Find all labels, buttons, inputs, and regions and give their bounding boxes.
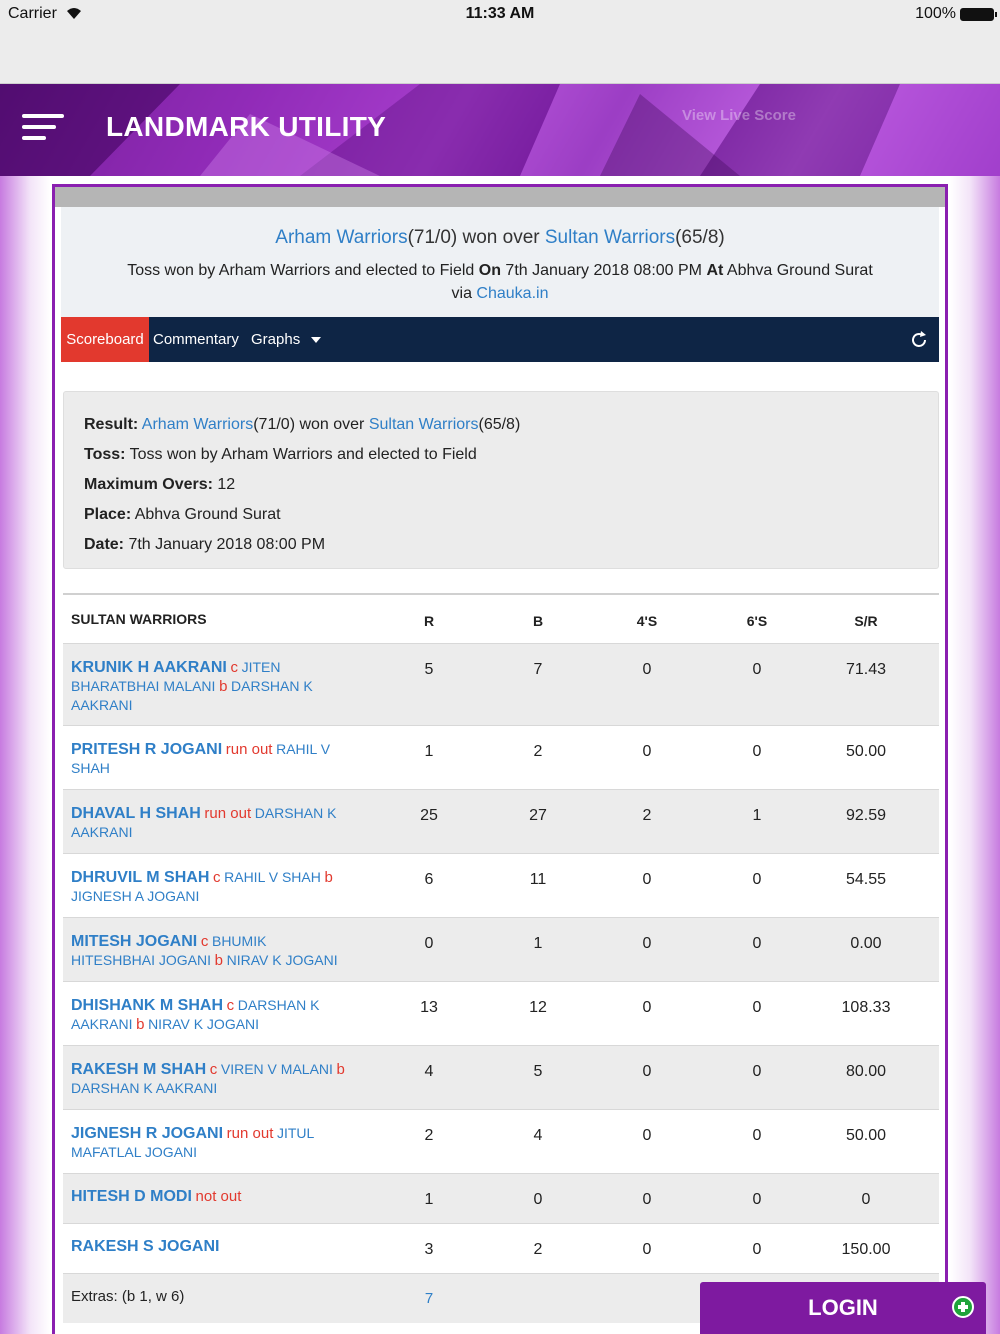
cell-runs: 6 — [424, 871, 434, 888]
info-result — [84, 410, 918, 440]
batsman-cell — [71, 932, 351, 970]
fielder-name: JIGNESH A JOGANI — [71, 888, 200, 904]
batsman-cell — [71, 868, 351, 906]
battery-icon — [960, 8, 994, 21]
header-fours: 4'S — [636, 613, 658, 629]
match-toss-line — [61, 259, 939, 305]
dismissal-type: run out — [204, 805, 252, 822]
cell-strike-rate: 92.59 — [845, 807, 887, 824]
team2-link[interactable]: Sultan Warriors — [544, 227, 676, 248]
cell-fours: 0 — [642, 661, 652, 678]
dismissal-type: b — [324, 869, 333, 886]
table-row — [63, 1109, 939, 1173]
cell-fours: 2 — [642, 807, 652, 824]
scorecard-panel — [52, 184, 948, 1334]
batting-scorecard-table — [63, 593, 939, 1323]
hamburger-menu-icon[interactable] — [22, 114, 64, 142]
dismissal-type: c — [226, 997, 235, 1014]
cell-balls: 2 — [533, 743, 543, 760]
cell-strike-rate: 71.43 — [845, 661, 887, 678]
date-value: 7th January 2018 08:00 PM — [124, 536, 326, 553]
view-live-score-link[interactable]: View Live Score — [682, 107, 796, 124]
fielder-name: DARSHAN K AAKRANI — [71, 997, 320, 1032]
cell-strike-rate: 50.00 — [845, 1127, 887, 1144]
dismissal-type: b — [136, 1016, 145, 1033]
tab-graphs[interactable]: Graphs — [251, 331, 301, 348]
on-label: On — [478, 262, 501, 279]
table-row — [63, 917, 939, 981]
cell-runs: 0 — [424, 935, 434, 952]
dismissal-type: c — [200, 933, 209, 950]
cell-strike-rate: 50.00 — [845, 743, 887, 760]
batsman-name-link[interactable]: MITESH JOGANI — [71, 933, 198, 950]
fielder-name: RAHIL V SHAH — [224, 869, 321, 885]
cell-fours: 0 — [642, 935, 652, 952]
batsman-cell — [71, 740, 351, 778]
cell-strike-rate: 54.55 — [845, 871, 887, 888]
cell-balls: 5 — [533, 1063, 543, 1080]
cell-sixes: 0 — [752, 1127, 762, 1144]
fielder-name: RAHIL V SHAH — [71, 741, 331, 776]
table-row — [63, 789, 939, 853]
batsman-cell — [71, 1238, 351, 1256]
won-over-text: won over — [457, 227, 545, 248]
cell-runs: 5 — [424, 661, 434, 678]
match-info-box — [63, 391, 939, 569]
dismissal-type: run out — [225, 741, 273, 758]
batsman-cell — [71, 1124, 351, 1162]
panel-top-bar — [55, 187, 945, 207]
batsman-name-link[interactable]: JIGNESH R JOGANI — [71, 1125, 224, 1142]
cell-sixes: 0 — [752, 935, 762, 952]
team-name-header: SULTAN WARRIORS — [71, 611, 207, 627]
batsman-cell — [71, 804, 351, 842]
cell-sixes: 1 — [752, 807, 762, 824]
header-balls: B — [532, 613, 544, 629]
dismissal-type: b — [214, 952, 223, 969]
cell-runs: 25 — [420, 807, 438, 824]
header-sixes: 6'S — [746, 613, 768, 629]
cell-balls: 12 — [529, 999, 547, 1016]
match-date: 7th January 2018 08:00 PM — [500, 262, 707, 279]
cell-sixes: 0 — [752, 1063, 762, 1080]
fielder-name: DARSHAN K AAKRANI — [71, 1080, 218, 1096]
login-label: LOGIN — [808, 1295, 878, 1320]
carrier-label: Carrier — [8, 5, 57, 22]
toss-label: Toss: — [84, 446, 126, 463]
batsman-cell — [71, 1188, 351, 1206]
dismissal-type: not out — [195, 1188, 242, 1205]
fielder-name: DARSHAN K AAKRANI — [71, 805, 337, 840]
cell-strike-rate: 80.00 — [845, 1063, 887, 1080]
batsman-name-link[interactable]: DHRUVIL M SHAH — [71, 869, 210, 886]
app-title: LANDMARK UTILITY — [106, 111, 387, 142]
dismissal-type: run out — [226, 1125, 274, 1142]
table-row — [63, 1045, 939, 1109]
status-bar — [0, 0, 1000, 84]
batsman-name-link[interactable]: DHAVAL H SHAH — [71, 805, 201, 822]
info-date — [84, 530, 918, 560]
cell-runs: 13 — [420, 999, 438, 1016]
info-team1-score: (71/0) — [253, 416, 296, 433]
table-row — [63, 643, 939, 725]
info-team2-link[interactable]: Sultan Warriors — [368, 416, 479, 433]
via-text: via — [451, 285, 477, 302]
header-strike-rate: S/R — [854, 613, 878, 629]
batsman-name-link[interactable]: RAKESH M SHAH — [71, 1061, 207, 1078]
batsman-name-link[interactable]: HITESH D MODI — [71, 1188, 192, 1205]
cell-runs: 4 — [424, 1063, 434, 1080]
cell-sixes: 0 — [752, 999, 762, 1016]
cell-fours: 0 — [642, 743, 652, 760]
toss-value: Toss won by Arham Warriors and elected to Field — [125, 446, 477, 463]
cell-balls: 0 — [533, 1191, 543, 1208]
table-row — [63, 981, 939, 1045]
cell-sixes: 0 — [752, 1191, 762, 1208]
fielder-name: NIRAV K JOGANI — [148, 1016, 260, 1032]
cell-runs: 1 — [424, 1191, 434, 1208]
team1-link[interactable]: Arham Warriors — [275, 227, 408, 248]
cell-sixes: 0 — [752, 1241, 762, 1258]
team1-score: (71/0) — [407, 227, 458, 248]
cell-strike-rate: 150.00 — [841, 1241, 891, 1258]
cell-sixes: 0 — [752, 743, 762, 760]
info-max-overs — [84, 470, 918, 500]
cell-strike-rate: 0 — [861, 1191, 871, 1208]
match-summary — [61, 207, 939, 317]
fielder-name: VIREN V MALANI — [220, 1061, 333, 1077]
cell-balls: 4 — [533, 1127, 543, 1144]
table-row — [63, 1173, 939, 1223]
max-overs-value: 12 — [212, 476, 236, 493]
info-place — [84, 500, 918, 530]
battery-percent: 100% — [915, 5, 956, 22]
cell-runs: 3 — [424, 1241, 434, 1258]
cell-sixes: 0 — [752, 661, 762, 678]
cell-fours: 0 — [642, 999, 652, 1016]
team2-score: (65/8) — [675, 227, 725, 248]
table-row — [63, 853, 939, 917]
batsman-name-link[interactable]: KRUNIK H AAKRANI — [71, 659, 227, 676]
chauka-link[interactable]: Chauka.in — [476, 285, 549, 302]
cell-balls: 27 — [529, 807, 547, 824]
info-won-over: won over — [295, 416, 369, 433]
batsman-name-link[interactable]: DHISHANK M SHAH — [71, 997, 223, 1014]
table-row — [63, 725, 939, 789]
cell-fours: 0 — [642, 1127, 652, 1144]
cell-fours: 0 — [642, 1191, 652, 1208]
fielder-name: BHUMIK HITESHBHAI JOGANI — [71, 933, 267, 968]
cell-fours: 0 — [642, 871, 652, 888]
tab-commentary[interactable]: Commentary — [153, 331, 239, 348]
fielder-name: JITEN BHARATBHAI MALANI — [71, 659, 281, 694]
cell-balls: 1 — [533, 935, 543, 952]
cell-sixes: 0 — [752, 871, 762, 888]
match-result-line — [61, 227, 939, 249]
info-team2-score: (65/8) — [478, 416, 521, 433]
app-header — [0, 84, 1000, 176]
cell-balls: 11 — [529, 871, 547, 888]
cell-fours: 0 — [642, 1063, 652, 1080]
info-toss — [84, 440, 918, 470]
plus-icon[interactable] — [952, 1296, 974, 1318]
match-place: Abhva Ground Surat — [723, 262, 873, 279]
scoreboard-tabs — [61, 317, 939, 362]
dismissal-type: c — [213, 869, 221, 886]
extras-label: Extras: (b 1, w 6) — [71, 1288, 185, 1305]
batsman-cell — [71, 1060, 351, 1098]
dismissal-type: b — [219, 678, 228, 695]
place-value: Abhva Ground Surat — [131, 506, 281, 523]
tab-scoreboard[interactable]: Scoreboard — [61, 317, 149, 362]
extras-value: 7 — [424, 1290, 434, 1307]
cell-strike-rate: 0.00 — [850, 935, 882, 952]
batsman-cell — [71, 658, 351, 715]
cell-runs: 2 — [424, 1127, 434, 1144]
date-label: Date: — [84, 536, 125, 553]
batsman-cell — [71, 996, 351, 1034]
at-label: At — [706, 262, 724, 279]
table-header-row — [63, 593, 939, 643]
table-row — [63, 1223, 939, 1273]
toss-text: Toss won by Arham Warriors and elected to Field — [127, 262, 479, 279]
cell-balls: 7 — [533, 661, 543, 678]
fielder-name: NIRAV K JOGANI — [226, 952, 338, 968]
caret-down-icon[interactable] — [311, 337, 321, 343]
place-label: Place: — [84, 506, 132, 523]
clock: 11:33 AM — [465, 5, 535, 22]
header-runs: R — [423, 613, 435, 629]
cell-strike-rate: 108.33 — [841, 999, 891, 1016]
dismissal-type: c — [230, 659, 238, 676]
dismissal-type: b — [336, 1061, 345, 1078]
cell-balls: 2 — [533, 1241, 543, 1258]
batsman-name-link[interactable]: RAKESH S JOGANI — [71, 1238, 220, 1255]
info-team1-link[interactable]: Arham Warriors — [141, 416, 254, 433]
login-button[interactable] — [700, 1282, 986, 1334]
max-overs-label: Maximum Overs: — [84, 476, 213, 493]
refresh-icon[interactable] — [909, 330, 929, 350]
cell-fours: 0 — [642, 1241, 652, 1258]
dismissal-type: c — [209, 1061, 218, 1078]
fielder-name: JITUL MAFATLAL JOGANI — [71, 1125, 314, 1160]
cell-runs: 1 — [424, 743, 434, 760]
result-label: Result: — [84, 416, 139, 433]
batsman-name-link[interactable]: PRITESH R JOGANI — [71, 741, 223, 758]
fielder-name: DARSHAN K AAKRANI — [71, 678, 313, 713]
